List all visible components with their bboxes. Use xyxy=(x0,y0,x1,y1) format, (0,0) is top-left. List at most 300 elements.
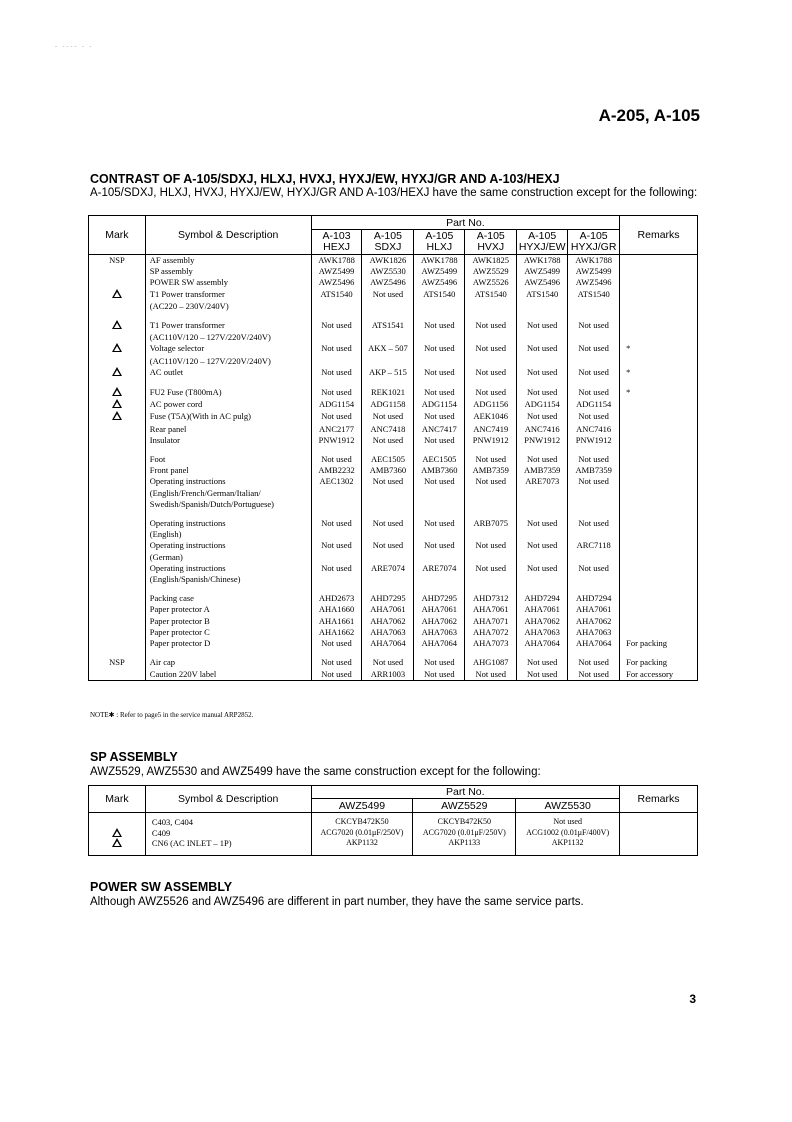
model-variant: HYXJ/EW xyxy=(518,241,566,253)
table-row xyxy=(89,320,698,332)
part-number-cell: Not used xyxy=(414,320,465,332)
part-number-cell: Not used xyxy=(465,387,517,399)
part-number-cell xyxy=(568,529,620,540)
part-number-cell xyxy=(362,488,414,499)
model-variant: HLXJ xyxy=(426,241,453,253)
part-number-cell: Not used xyxy=(517,387,568,399)
part-number-cell: Not used xyxy=(311,411,362,423)
mark-cell xyxy=(89,627,146,638)
remarks-cell: * xyxy=(620,343,698,355)
part-number-cell: AHD7294 xyxy=(568,593,620,604)
part-number-cell: AWZ5499 xyxy=(568,266,620,277)
part-number-cell: Not used xyxy=(414,669,465,681)
part-number-cell: AHA7061 xyxy=(362,604,414,615)
part-number-cell: Not used xyxy=(568,476,620,487)
part-number-cell: ARE7074 xyxy=(414,563,465,574)
mark-cell xyxy=(89,593,146,604)
part-number-cell: ARC7118 xyxy=(568,540,620,551)
spacer-cell xyxy=(465,312,517,320)
caution-triangle-icon xyxy=(112,387,122,396)
part-number-cell xyxy=(362,301,414,312)
description-cell: (AC110V/120 – 127V/220V/240V) xyxy=(145,356,311,367)
model-name: A-105 xyxy=(425,230,454,242)
table-row xyxy=(89,593,698,604)
model-header xyxy=(517,230,568,255)
caution-triangle-icon xyxy=(112,828,122,837)
description-line: CN6 (AC INLET – 1P) xyxy=(151,838,232,848)
part-number-cell xyxy=(568,499,620,510)
spacer-cell xyxy=(414,312,465,320)
model-name: A-105 xyxy=(579,230,608,242)
table-row xyxy=(89,638,698,649)
table-row xyxy=(89,399,698,411)
part-number-cell: Not used xyxy=(414,518,465,529)
part-number-cell xyxy=(414,356,465,367)
part-number-cell: Not used xyxy=(465,343,517,355)
part-number-cell: AWZ5496 xyxy=(414,277,465,288)
part-number-cell: ATS1541 xyxy=(362,320,414,332)
spacer-cell xyxy=(517,312,568,320)
sp-model-header: AWZ5529 xyxy=(413,799,516,813)
part-number-cell xyxy=(311,552,362,563)
part-number-cell: AWK1825 xyxy=(465,255,517,267)
part-number-cell: ATS1540 xyxy=(465,289,517,301)
remarks-cell: * xyxy=(620,387,698,399)
spacer-cell xyxy=(568,312,620,320)
part-number-cell: AWZ5496 xyxy=(517,277,568,288)
table-row xyxy=(89,356,698,367)
part-number-cell: Not used xyxy=(517,454,568,465)
part-number-cell: ADG1154 xyxy=(517,399,568,411)
remarks-cell xyxy=(620,465,698,476)
mark-cell xyxy=(89,301,146,312)
part-number-cell: PNW1912 xyxy=(311,435,362,446)
part-number-cell: AHA1661 xyxy=(311,616,362,627)
part-number-cell: ADG1154 xyxy=(311,399,362,411)
description-cell: Voltage selector xyxy=(145,343,311,355)
part-number-cell xyxy=(311,499,362,510)
part-number-cell: AEC1505 xyxy=(362,454,414,465)
scan-mark: - ---- - - xyxy=(55,44,94,50)
spacer-cell xyxy=(517,510,568,518)
part-number-cell xyxy=(465,499,517,510)
spacer-cell xyxy=(465,446,517,454)
mark-header: Mark xyxy=(89,216,146,255)
spacer-cell xyxy=(414,585,465,593)
model-header xyxy=(568,230,620,255)
model-name: A-103 xyxy=(322,230,351,242)
remarks-cell: For packing xyxy=(620,657,698,668)
part-number-cell xyxy=(516,813,620,856)
part-number-cell: Not used xyxy=(517,411,568,423)
part-number-cell: ADG1156 xyxy=(465,399,517,411)
part-number-cell: AHA7063 xyxy=(362,627,414,638)
part-number-cell: Not used xyxy=(568,657,620,668)
description-cell: Swedish/Spanish/Dutch/Portuguese) xyxy=(145,499,311,510)
table-row xyxy=(89,669,698,681)
part-number-cell xyxy=(465,488,517,499)
part-number-cell: ARE7074 xyxy=(362,563,414,574)
part-number-cell: ANC7419 xyxy=(465,424,517,435)
part-number-cell xyxy=(568,332,620,343)
mark-cell xyxy=(89,454,146,465)
part-number-cell: Not used xyxy=(362,435,414,446)
part-number-cell: AHD7295 xyxy=(362,593,414,604)
part-number-cell: ADG1154 xyxy=(568,399,620,411)
part-number-cell: AHA7063 xyxy=(568,627,620,638)
part-number-cell xyxy=(414,529,465,540)
remarks-cell xyxy=(620,356,698,367)
model-name: A-105 xyxy=(528,230,557,242)
part-number-cell: AHD7294 xyxy=(517,593,568,604)
mark-cell xyxy=(89,277,146,288)
table-row xyxy=(89,488,698,499)
part-number-cell: PNW1912 xyxy=(465,435,517,446)
spacer-cell xyxy=(311,446,362,454)
description-cell: Rear panel xyxy=(145,424,311,435)
remarks-cell xyxy=(620,540,698,551)
part-number-cell: AWZ5499 xyxy=(414,266,465,277)
part-number-cell: ARR1003 xyxy=(362,669,414,681)
model-name: A-105 xyxy=(476,230,505,242)
part-number-cell: Not used xyxy=(414,387,465,399)
part-number-cell xyxy=(465,356,517,367)
description-cell: (AC220 – 230V/240V) xyxy=(145,301,311,312)
part-number-cell: ADG1154 xyxy=(414,399,465,411)
part-number-cell: ANC7416 xyxy=(568,424,620,435)
remarks-cell xyxy=(620,574,698,585)
model-header xyxy=(414,230,465,255)
part-number-cell xyxy=(465,332,517,343)
part-number-cell xyxy=(414,332,465,343)
remarks-cell xyxy=(620,813,698,856)
mark-cell xyxy=(89,289,146,301)
part-number-cell: AWZ5496 xyxy=(311,277,362,288)
table-row xyxy=(89,367,698,379)
spacer-cell xyxy=(517,585,568,593)
table-row xyxy=(89,255,698,267)
mark-cell xyxy=(89,813,146,856)
mark-cell xyxy=(89,488,146,499)
part-number-cell: Not used xyxy=(311,320,362,332)
spacer-cell xyxy=(465,585,517,593)
part-number-cell xyxy=(517,356,568,367)
table-row xyxy=(89,813,698,856)
description-cell: (English) xyxy=(145,529,311,540)
table-row xyxy=(89,411,698,423)
part-number-cell: AHA7062 xyxy=(568,616,620,627)
remarks-cell xyxy=(620,399,698,411)
model-variant: HYXJ/GR xyxy=(570,241,617,253)
remarks-cell xyxy=(620,563,698,574)
spacer-cell xyxy=(89,510,146,518)
remarks-cell xyxy=(620,255,698,267)
mark-cell xyxy=(89,669,146,681)
part-number-cell: AEC1302 xyxy=(311,476,362,487)
description-cell: (English/Spanish/Chinese) xyxy=(145,574,311,585)
mark-cell: NSP xyxy=(89,657,146,668)
part-number-cell xyxy=(362,499,414,510)
spacer-cell xyxy=(414,446,465,454)
mark-cell xyxy=(89,399,146,411)
part-number-cell: Not used xyxy=(517,367,568,379)
part-number-cell: REK1021 xyxy=(362,387,414,399)
part-number-cell: Not used xyxy=(311,387,362,399)
contrast-table xyxy=(88,215,698,681)
part-number-cell: Not used xyxy=(311,657,362,668)
spacer-cell xyxy=(311,510,362,518)
remarks-cell: For packing xyxy=(620,638,698,649)
part-number-cell: AWZ5526 xyxy=(465,277,517,288)
remarks-cell xyxy=(620,301,698,312)
part-number-cell xyxy=(311,574,362,585)
mark-cell xyxy=(89,465,146,476)
spacer-cell xyxy=(89,379,146,387)
mark-cell xyxy=(89,356,146,367)
mark-cell xyxy=(89,563,146,574)
description-cell: T1 Power transformer xyxy=(145,320,311,332)
remarks-cell xyxy=(620,552,698,563)
spacer-cell xyxy=(620,585,698,593)
caution-triangle-icon xyxy=(112,367,122,376)
table-row xyxy=(89,435,698,446)
part-number-cell: AMB7359 xyxy=(568,465,620,476)
part-number-cell: Not used xyxy=(568,343,620,355)
part-number-cell: Not used xyxy=(517,540,568,551)
spacer-cell xyxy=(568,585,620,593)
part-number-cell: AHA7061 xyxy=(414,604,465,615)
part-number-line: ACG7020 (0.01μF/250V) xyxy=(422,827,506,837)
description-cell: FU2 Fuse (T800mA) xyxy=(145,387,311,399)
part-number-cell xyxy=(414,552,465,563)
description-cell: (English/French/German/Italian/ xyxy=(145,488,311,499)
description-cell: Air cap xyxy=(145,657,311,668)
part-number-cell xyxy=(311,529,362,540)
spacer-cell xyxy=(311,649,362,657)
part-number-cell: Not used xyxy=(568,669,620,681)
mark-cell xyxy=(89,367,146,379)
part-number-cell: AHA7061 xyxy=(465,604,517,615)
remarks-cell xyxy=(620,518,698,529)
part-number-cell: Not used xyxy=(362,518,414,529)
part-number-cell: ARE7073 xyxy=(517,476,568,487)
part-number-cell xyxy=(568,552,620,563)
spacer-cell xyxy=(145,446,311,454)
part-number-cell: AHA7064 xyxy=(517,638,568,649)
remarks-cell xyxy=(620,604,698,615)
part-number-cell: ATS1540 xyxy=(568,289,620,301)
model-header xyxy=(311,230,362,255)
spacer-cell xyxy=(568,379,620,387)
remarks-cell xyxy=(620,529,698,540)
remarks-cell: * xyxy=(620,367,698,379)
mark-cell xyxy=(89,616,146,627)
part-number-cell: Not used xyxy=(465,367,517,379)
part-number-cell: AKX – 507 xyxy=(362,343,414,355)
description-cell: Front panel xyxy=(145,465,311,476)
spacer-cell xyxy=(311,585,362,593)
part-number-cell: AWK1826 xyxy=(362,255,414,267)
spacer-cell xyxy=(568,649,620,657)
table-row xyxy=(89,616,698,627)
description-cell: Foot xyxy=(145,454,311,465)
part-number-cell: Not used xyxy=(311,540,362,551)
part-number-cell: Not used xyxy=(311,343,362,355)
mark-cell xyxy=(89,387,146,399)
part-number-line: ACG1002 (0.01μF/400V) xyxy=(526,827,610,837)
part-number-cell: PNW1912 xyxy=(568,435,620,446)
part-number-cell: AWK1788 xyxy=(568,255,620,267)
spacer-cell xyxy=(362,510,414,518)
description-cell: T1 Power transformer xyxy=(145,289,311,301)
remarks-cell xyxy=(620,435,698,446)
spacer-cell xyxy=(311,379,362,387)
spacer-cell xyxy=(89,446,146,454)
table-row xyxy=(89,379,698,387)
part-number-cell: AWZ5499 xyxy=(517,266,568,277)
spacer-cell xyxy=(620,312,698,320)
table-row xyxy=(89,510,698,518)
part-number-cell xyxy=(414,499,465,510)
part-number-cell: Not used xyxy=(517,518,568,529)
sp-assembly-title: SP ASSEMBLY xyxy=(90,750,178,764)
part-number-cell: AMB7359 xyxy=(465,465,517,476)
description-cell: (AC110V/120 – 127V/220V/240V) xyxy=(145,332,311,343)
spacer-cell xyxy=(89,585,146,593)
part-number-cell xyxy=(568,488,620,499)
part-number-cell: AHA7071 xyxy=(465,616,517,627)
description-line: C403, C404 xyxy=(151,817,193,827)
part-number-line: AKP1132 xyxy=(346,838,378,847)
model-header xyxy=(465,230,517,255)
remarks-cell xyxy=(620,454,698,465)
spacer-cell xyxy=(620,510,698,518)
spacer-cell xyxy=(145,379,311,387)
part-number-cell: Not used xyxy=(414,435,465,446)
part-number-cell: Not used xyxy=(568,387,620,399)
part-number-cell: ATS1540 xyxy=(517,289,568,301)
remarks-cell xyxy=(620,277,698,288)
part-number-cell xyxy=(465,574,517,585)
description-cell: Paper protector D xyxy=(145,638,311,649)
part-number-cell: AWZ5499 xyxy=(311,266,362,277)
part-number-cell: AWK1788 xyxy=(414,255,465,267)
part-number-cell: Not used xyxy=(465,540,517,551)
description-cell: Paper protector C xyxy=(145,627,311,638)
sp-assembly-table xyxy=(88,785,698,856)
part-number-cell xyxy=(568,574,620,585)
mark-cell xyxy=(89,266,146,277)
description-cell: Operating instructions xyxy=(145,476,311,487)
mark-line xyxy=(89,817,145,828)
part-number-cell: AHG1087 xyxy=(465,657,517,668)
table-row xyxy=(89,574,698,585)
remarks-cell xyxy=(620,424,698,435)
description-cell: SP assembly xyxy=(145,266,311,277)
part-number-cell: AMB7359 xyxy=(517,465,568,476)
part-number-line: ACG7020 (0.01μF/250V) xyxy=(320,827,404,837)
table-row xyxy=(89,563,698,574)
part-number-cell: Not used xyxy=(414,411,465,423)
part-number-cell: AHA7062 xyxy=(517,616,568,627)
spacer-cell xyxy=(620,379,698,387)
part-number-cell: Not used xyxy=(362,289,414,301)
model-header xyxy=(362,230,414,255)
note: NOTE✱ : Refer to page5 in the service manual ARP2852. xyxy=(90,711,254,719)
part-number-cell: Not used xyxy=(517,343,568,355)
part-number-cell: AHA7072 xyxy=(465,627,517,638)
part-number-cell: Not used xyxy=(465,320,517,332)
remarks-cell xyxy=(620,499,698,510)
spacer-cell xyxy=(145,510,311,518)
part-number-cell: Not used xyxy=(465,563,517,574)
spacer-cell xyxy=(414,649,465,657)
part-number-cell: AHD7295 xyxy=(414,593,465,604)
table-row xyxy=(89,529,698,540)
part-number-cell xyxy=(413,813,516,856)
spacer-cell xyxy=(89,312,146,320)
part-number-cell: Not used xyxy=(517,563,568,574)
remarks-cell xyxy=(620,593,698,604)
part-number-cell xyxy=(517,552,568,563)
part-number-cell: AKP – 515 xyxy=(362,367,414,379)
part-number-cell: Not used xyxy=(568,367,620,379)
table-row xyxy=(89,301,698,312)
remarks-header: Remarks xyxy=(620,216,698,255)
part-number-cell xyxy=(568,356,620,367)
spacer-cell xyxy=(362,649,414,657)
table-row xyxy=(89,657,698,668)
mark-cell xyxy=(89,574,146,585)
description-cell: AF assembly xyxy=(145,255,311,267)
part-number-cell: AHA7064 xyxy=(362,638,414,649)
sp-description-header: Symbol & Description xyxy=(145,786,311,813)
spacer-cell xyxy=(89,649,146,657)
part-number-cell: Not used xyxy=(362,540,414,551)
table-row xyxy=(89,476,698,487)
spacer-cell xyxy=(145,585,311,593)
table-row xyxy=(89,343,698,355)
part-number-cell: AHA7061 xyxy=(517,604,568,615)
sp-part-no-header: Part No. xyxy=(311,786,620,799)
description-cell: Paper protector A xyxy=(145,604,311,615)
part-number-cell xyxy=(362,574,414,585)
model-variant: HVXJ xyxy=(477,241,505,253)
part-number-cell: Not used xyxy=(517,669,568,681)
remarks-cell xyxy=(620,332,698,343)
caution-triangle-icon xyxy=(112,343,122,352)
part-number-cell xyxy=(517,332,568,343)
sp-model-header: AWZ5530 xyxy=(516,799,620,813)
table-row xyxy=(89,627,698,638)
part-number-cell: Not used xyxy=(414,343,465,355)
table-row xyxy=(89,387,698,399)
spacer-cell xyxy=(517,446,568,454)
spacer-cell xyxy=(620,649,698,657)
part-number-cell: ATS1540 xyxy=(311,289,362,301)
part-number-cell: AWZ5529 xyxy=(465,266,517,277)
table-row xyxy=(89,540,698,551)
description-cell: AC outlet xyxy=(145,367,311,379)
mark-cell: NSP xyxy=(89,255,146,267)
description-cell: Operating instructions xyxy=(145,518,311,529)
spacer-cell xyxy=(362,585,414,593)
description-header: Symbol & Description xyxy=(145,216,311,255)
part-number-cell: Not used xyxy=(465,476,517,487)
power-sw-title: POWER SW ASSEMBLY xyxy=(90,880,233,894)
spacer-cell xyxy=(465,649,517,657)
mark-cell xyxy=(89,638,146,649)
